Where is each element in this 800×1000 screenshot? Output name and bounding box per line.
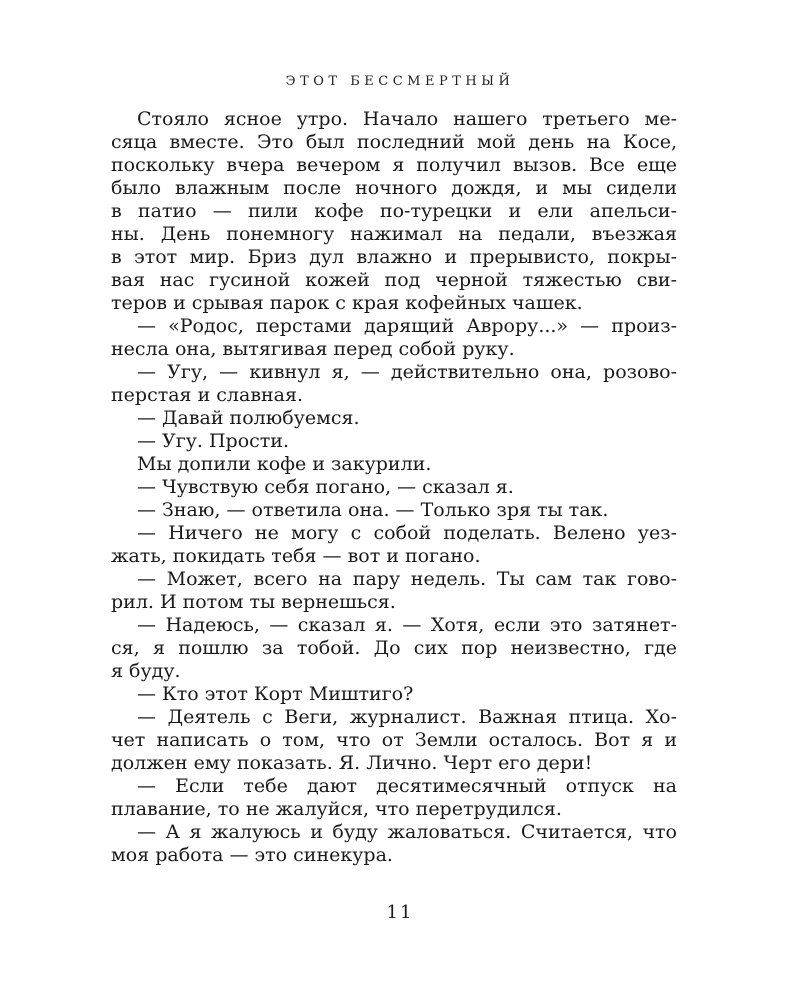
text-line: в этот мир. Бриз дул влажно и прерывисто, покры- [111,246,677,268]
text-line: в патио — пили кофе по-турецки и ели апельси- [111,200,677,222]
text-line: — Если тебе дают десятимесячный отпуск на [137,775,677,797]
text-line: ны. День понемногу нажимал на педали, въезжая [111,223,677,245]
text-line: — Может, всего на пару недель. Ты сам так гово- [137,568,677,590]
text-line: — Знаю, — ответила она. — Только зря ты так. [137,499,609,521]
text-line: должен ему показать. Я. Лично. Черт его дери! [111,752,593,774]
running-head: ЭТОТ БЕССМЕРТНЫЙ [285,74,515,89]
text-line: — Надеюсь, — сказал я. — Хотя, если это затянет- [137,614,677,636]
text-line: Мы допили кофе и закурили. [137,453,432,475]
text-line: ся, я пошлю за тобой. До сих пор неизвестно, где [111,637,677,659]
text-line: теров и срывая парок с края кофейных чашек. [111,292,583,314]
text-line: чет написать о том, что от Земли осталось. Вот я и [111,729,677,751]
text-line: — Угу, — кивнул я, — действительно она, розово- [137,361,677,383]
text-line: я буду. [111,660,181,682]
text-line: было влажным после ночного дождя, и мы сидели [111,177,677,199]
body-text [111,108,677,867]
text-line: — Давай полюбуемся. [137,407,360,429]
text-line: плавание, то не жалуйся, что перетрудился. [111,798,562,820]
text-line: рил. И потом ты вернешься. [111,591,396,613]
text-line: — «Родос, перстами дарящий Аврору...» — произ- [137,315,677,337]
text-line: — А я жалуюсь и буду жаловаться. Считается, что [137,821,677,843]
text-line: — Чувствую себя погано, — сказал я. [137,476,514,498]
text-line: — Деятель с Веги, журналист. Важная птица. Хо- [137,706,677,728]
text-line: вая нас гусиной кожей под черной тяжестью сви- [111,269,677,291]
text-line: несла она, вытягивая перед собой руку. [111,338,515,360]
text-line: — Ничего не могу с собой поделать. Велено уез- [137,522,677,544]
text-line: — Угу. Прости. [137,430,290,452]
text-line: — Кто этот Корт Миштиго? [137,683,414,705]
text-line: Стояло ясное утро. Начало нашего третьего ме- [137,108,677,130]
text-line: сяца вместе. Это был последний мой день на Косе, [111,131,677,153]
page-number: 11 [386,902,414,923]
text-line: перстая и славная. [111,384,304,406]
text-line: поскольку вчера вечером я получил вызов. Все еще [111,154,677,176]
text-line: жать, покидать тебя — вот и погано. [111,545,481,567]
text-line: моя работа — это синекура. [111,844,393,866]
